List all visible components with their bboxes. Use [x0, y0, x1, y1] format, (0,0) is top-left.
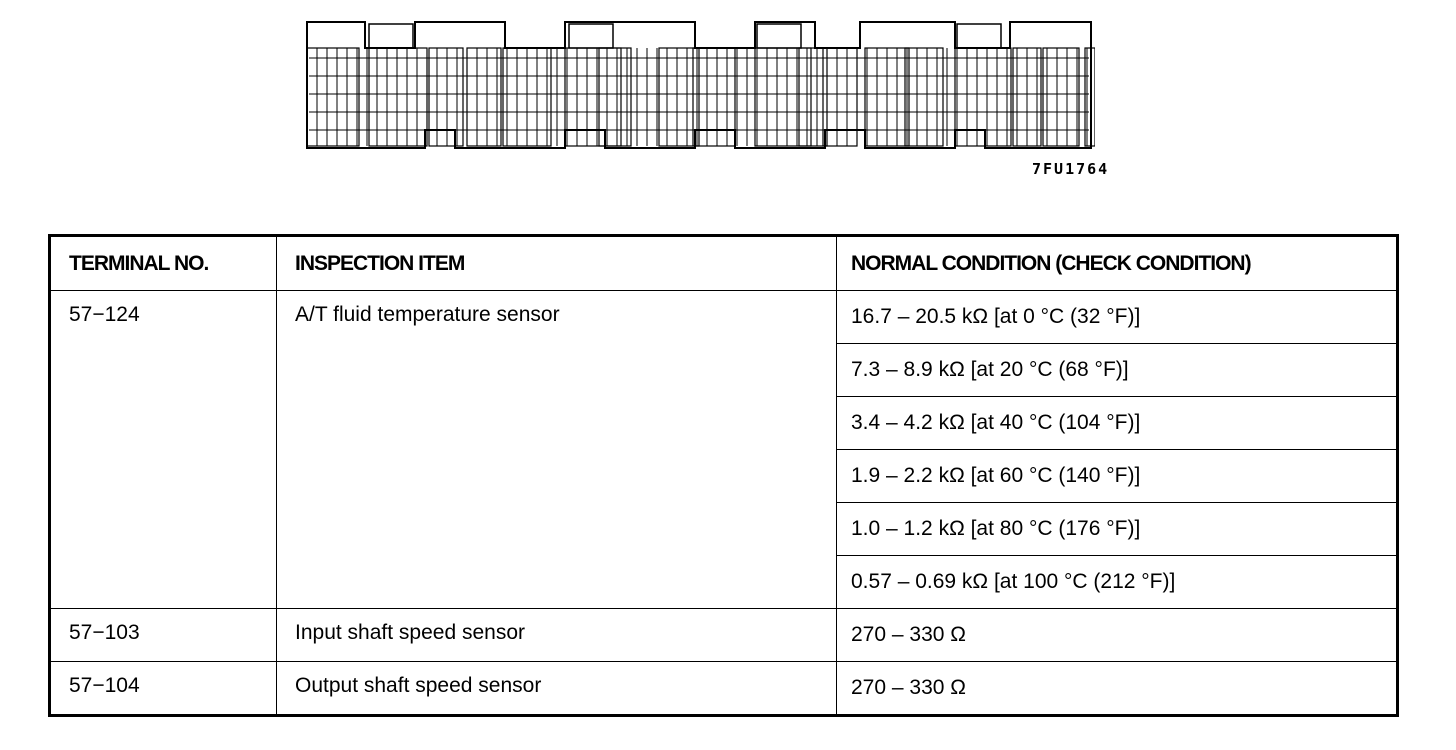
- pin-block: [599, 48, 631, 146]
- pin-block: [429, 48, 463, 146]
- figure-id: 7FU1764: [1032, 160, 1110, 178]
- table-row: [50, 609, 1398, 662]
- terminal-cell: 57−104: [50, 662, 277, 716]
- pin-block: [823, 48, 857, 146]
- condition-cell: 270 – 330 Ω: [837, 662, 1398, 716]
- pin-block: [307, 48, 359, 146]
- condition-cell: 3.4 – 4.2 kΩ [at 40 °C (104 °F)]: [837, 397, 1398, 450]
- pin-block: [955, 48, 1011, 146]
- connector-cavity: [569, 24, 613, 48]
- pin-block: [369, 48, 427, 146]
- connector-cavity: [369, 24, 413, 48]
- condition-cell: 16.7 – 20.5 kΩ [at 0 °C (32 °F)]: [837, 291, 1398, 344]
- condition-cell: 7.3 – 8.9 kΩ [at 20 °C (68 °F)]: [837, 344, 1398, 397]
- header-row: [50, 236, 1398, 291]
- inspection-item-cell: Input shaft speed sensor: [277, 609, 837, 662]
- inspection-item-cell: A/T fluid temperature sensor: [277, 291, 837, 609]
- table-row: [50, 662, 1398, 716]
- inspection-item-cell: Output shaft speed sensor: [277, 662, 837, 716]
- condition-cell: 270 – 330 Ω: [837, 609, 1398, 662]
- condition-cell: 0.57 – 0.69 kΩ [at 100 °C (212 °F)]: [837, 556, 1398, 609]
- terminal-cell: 57−124: [50, 291, 277, 609]
- terminal-cell: 57−103: [50, 609, 277, 662]
- header-normal-condition: NORMAL CONDITION (CHECK CONDITION): [837, 236, 1398, 291]
- header-terminal: TERMINAL NO.: [50, 236, 277, 291]
- header-inspection-item: INSPECTION ITEM: [277, 236, 837, 291]
- table-row: [50, 291, 1398, 344]
- condition-cell: 1.9 – 2.2 kΩ [at 60 °C (140 °F)]: [837, 450, 1398, 503]
- connector-cavity: [757, 24, 801, 48]
- connector-cavity: [957, 24, 1001, 48]
- spec-table: [48, 234, 1399, 717]
- connector-diagram: [305, 18, 1095, 158]
- pin-block: [1043, 48, 1079, 146]
- pin-block: [755, 48, 811, 146]
- pin-block: [467, 48, 501, 146]
- condition-cell: 1.0 – 1.2 kΩ [at 80 °C (176 °F)]: [837, 503, 1398, 556]
- pin-block: [565, 48, 621, 146]
